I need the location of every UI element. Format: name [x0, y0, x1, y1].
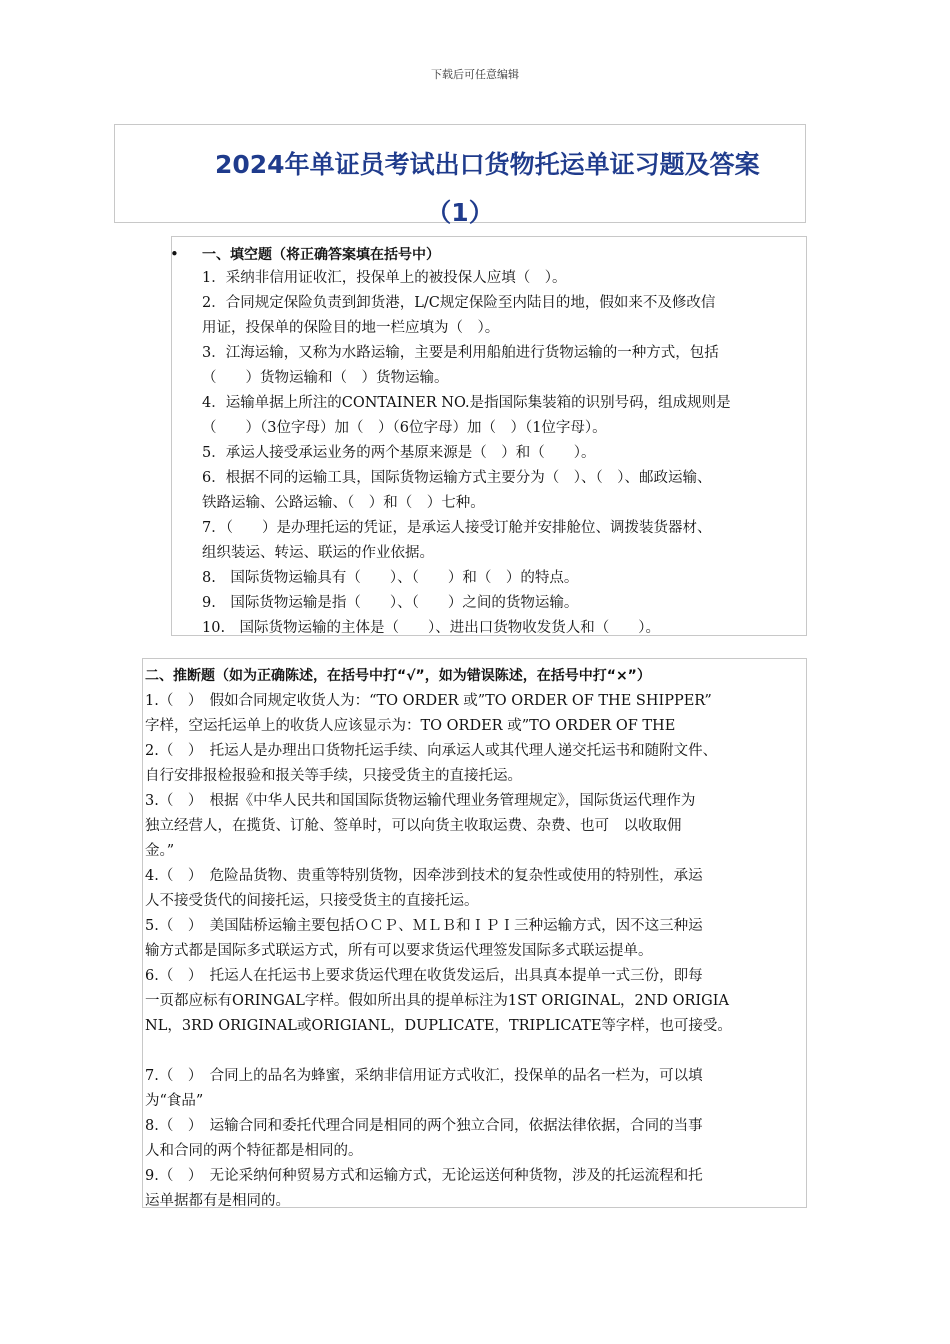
judgment-line: 自行安排报检报验和报关等手续，只接受货主的直接托运。 — [145, 768, 522, 784]
judgment-line: 人不接受货代的间接托运，只接受货主的直接托运。 — [145, 893, 479, 909]
judgment-line: 独立经营人，在揽货、订舱、签单时，可以向货主收取运费、杂费、也可 以收取佣 — [145, 818, 682, 834]
judgment-line: 8.（ ） 运输合同和委托代理合同是相同的两个独立合同，依据法律依据，合同的当事 — [145, 1118, 703, 1134]
judgment-line: 一页都应标有ORINGAL字样。假如所出具的提单标注为1ST ORIGINAL，2ND ORIGIA — [145, 993, 729, 1009]
fill-in-line: 10. 国际货物运输的主体是（ ）、进出口货物收发货人和（ ）。 — [202, 620, 661, 636]
fill-in-line: 1．采纳非信用证收汇，投保单上的被投保人应填（ ）。 — [202, 270, 567, 286]
judgment-line: 输方式都是国际多式联运方式，所有可以要求货运代理签发国际多式联运提单。 — [145, 943, 653, 959]
fill-in-line: 组织装运、转运、联运的作业依据。 — [202, 545, 434, 561]
judgment-line: 6.（ ） 托运人在托运书上要求货运代理在收货发运后，出具真本提单一式三份，即每 — [145, 968, 703, 984]
document-title: 2024年单证员考试出口货物托运单证习题及答案 — [215, 150, 760, 179]
fill-in-line: 7．（ ）是办理托运的凭证，是承运人接受订舱并安排舱位、调拨装货器材、 — [202, 520, 712, 536]
fill-in-line: 8. 国际货物运输具有（ ）、（ ）和（ ）的特点。 — [202, 570, 579, 586]
fill-in-line: 9. 国际货物运输是指（ ）、（ ）之间的货物运输。 — [202, 595, 579, 611]
fill-in-line: （ ）货物运输和（ ）货物运输。 — [202, 370, 449, 386]
judgment-line: 为“食品” — [145, 1093, 204, 1109]
judgment-line: 金。” — [145, 843, 175, 859]
judgment-line: 5.（ ） 美国陆桥运输主要包括ＯＣＰ、ＭＬＢ和ＩＰＩ三种运输方式，因不这三种运 — [145, 918, 703, 934]
judgment-line: 7.（ ） 合同上的品名为蜂蜜，采纳非信用证方式收汇，投保单的品名一栏为，可以填 — [145, 1068, 703, 1084]
fill-in-line: 6．根据不同的运输工具，国际货物运输方式主要分为（ ）、（ ）、邮政运输、 — [202, 470, 712, 486]
fill-in-line: 铁路运输、公路运输、（ ）和（ ）七种。 — [202, 495, 485, 511]
judgment-line: 运单据都有是相同的。 — [145, 1193, 290, 1209]
fill-in-line: 3．江海运输，又称为水路运输，主要是利用船舶进行货物运输的一种方式，包括 — [202, 345, 719, 361]
judgment-line: 3.（ ） 根据《中华人民共和国国际货物运输代理业务管理规定》，国际货运代理作为 — [145, 793, 696, 809]
fill-in-line: （ ）（3位字母）加（ ）（6位字母）加（ ）（1位字母）。 — [202, 420, 607, 436]
fill-in-line: 4．运输单据上所注的CONTAINER NO.是指国际集装箱的识别号码，组成规则是 — [202, 395, 731, 411]
fill-in-line: 用证，投保单的保险目的地一栏应填为（ ）。 — [202, 320, 500, 336]
judgment-section-heading: 二、推断题（如为正确陈述，在括号中打“√”，如为错误陈述，在括号中打“×”） — [145, 668, 651, 684]
fill-in-line: 5．承运人接受承运业务的两个基原来源是（ ）和（ ）。 — [202, 445, 596, 461]
judgment-line: 1.（ ） 假如合同规定收货人为：“TO ORDER 或”TO ORDER OF THE SHIPPER” — [145, 693, 712, 709]
document-title-number: （1） — [426, 198, 494, 227]
bullet-icon: • — [170, 245, 179, 263]
header-note: 下载后可任意编辑 — [431, 68, 519, 81]
judgment-line: 9.（ ） 无论采纳何种贸易方式和运输方式，无论运送何种货物，涉及的托运流程和托 — [145, 1168, 703, 1184]
judgment-line: 字样，空运托运单上的收货人应该显示为：TO ORDER 或”TO ORDER OF THE — [145, 718, 676, 734]
title-box — [114, 124, 806, 227]
judgment-line: 4.（ ） 危险品货物、贵重等特别货物，因牵涉到技术的复杂性或使用的特别性，承运 — [145, 868, 703, 884]
fill-in-section-heading: 一、填空题（将正确答案填在括号中） — [202, 247, 440, 263]
judgment-line: 2.（ ） 托运人是办理出口货物托运手续、向承运人或其代理人递交托运书和随附文件、 — [145, 743, 718, 759]
judgment-line: NL，3RD ORIGINAL或ORIGIANL，DUPLICATE，TRIPLICATE等字样，也可接受。 — [145, 1018, 732, 1034]
judgment-line: 人和合同的两个特征都是相同的。 — [145, 1143, 363, 1159]
fill-in-line: 2．合同规定保险负责到卸货港，L/C规定保险至内陆目的地，假如来不及修改信 — [202, 295, 716, 311]
